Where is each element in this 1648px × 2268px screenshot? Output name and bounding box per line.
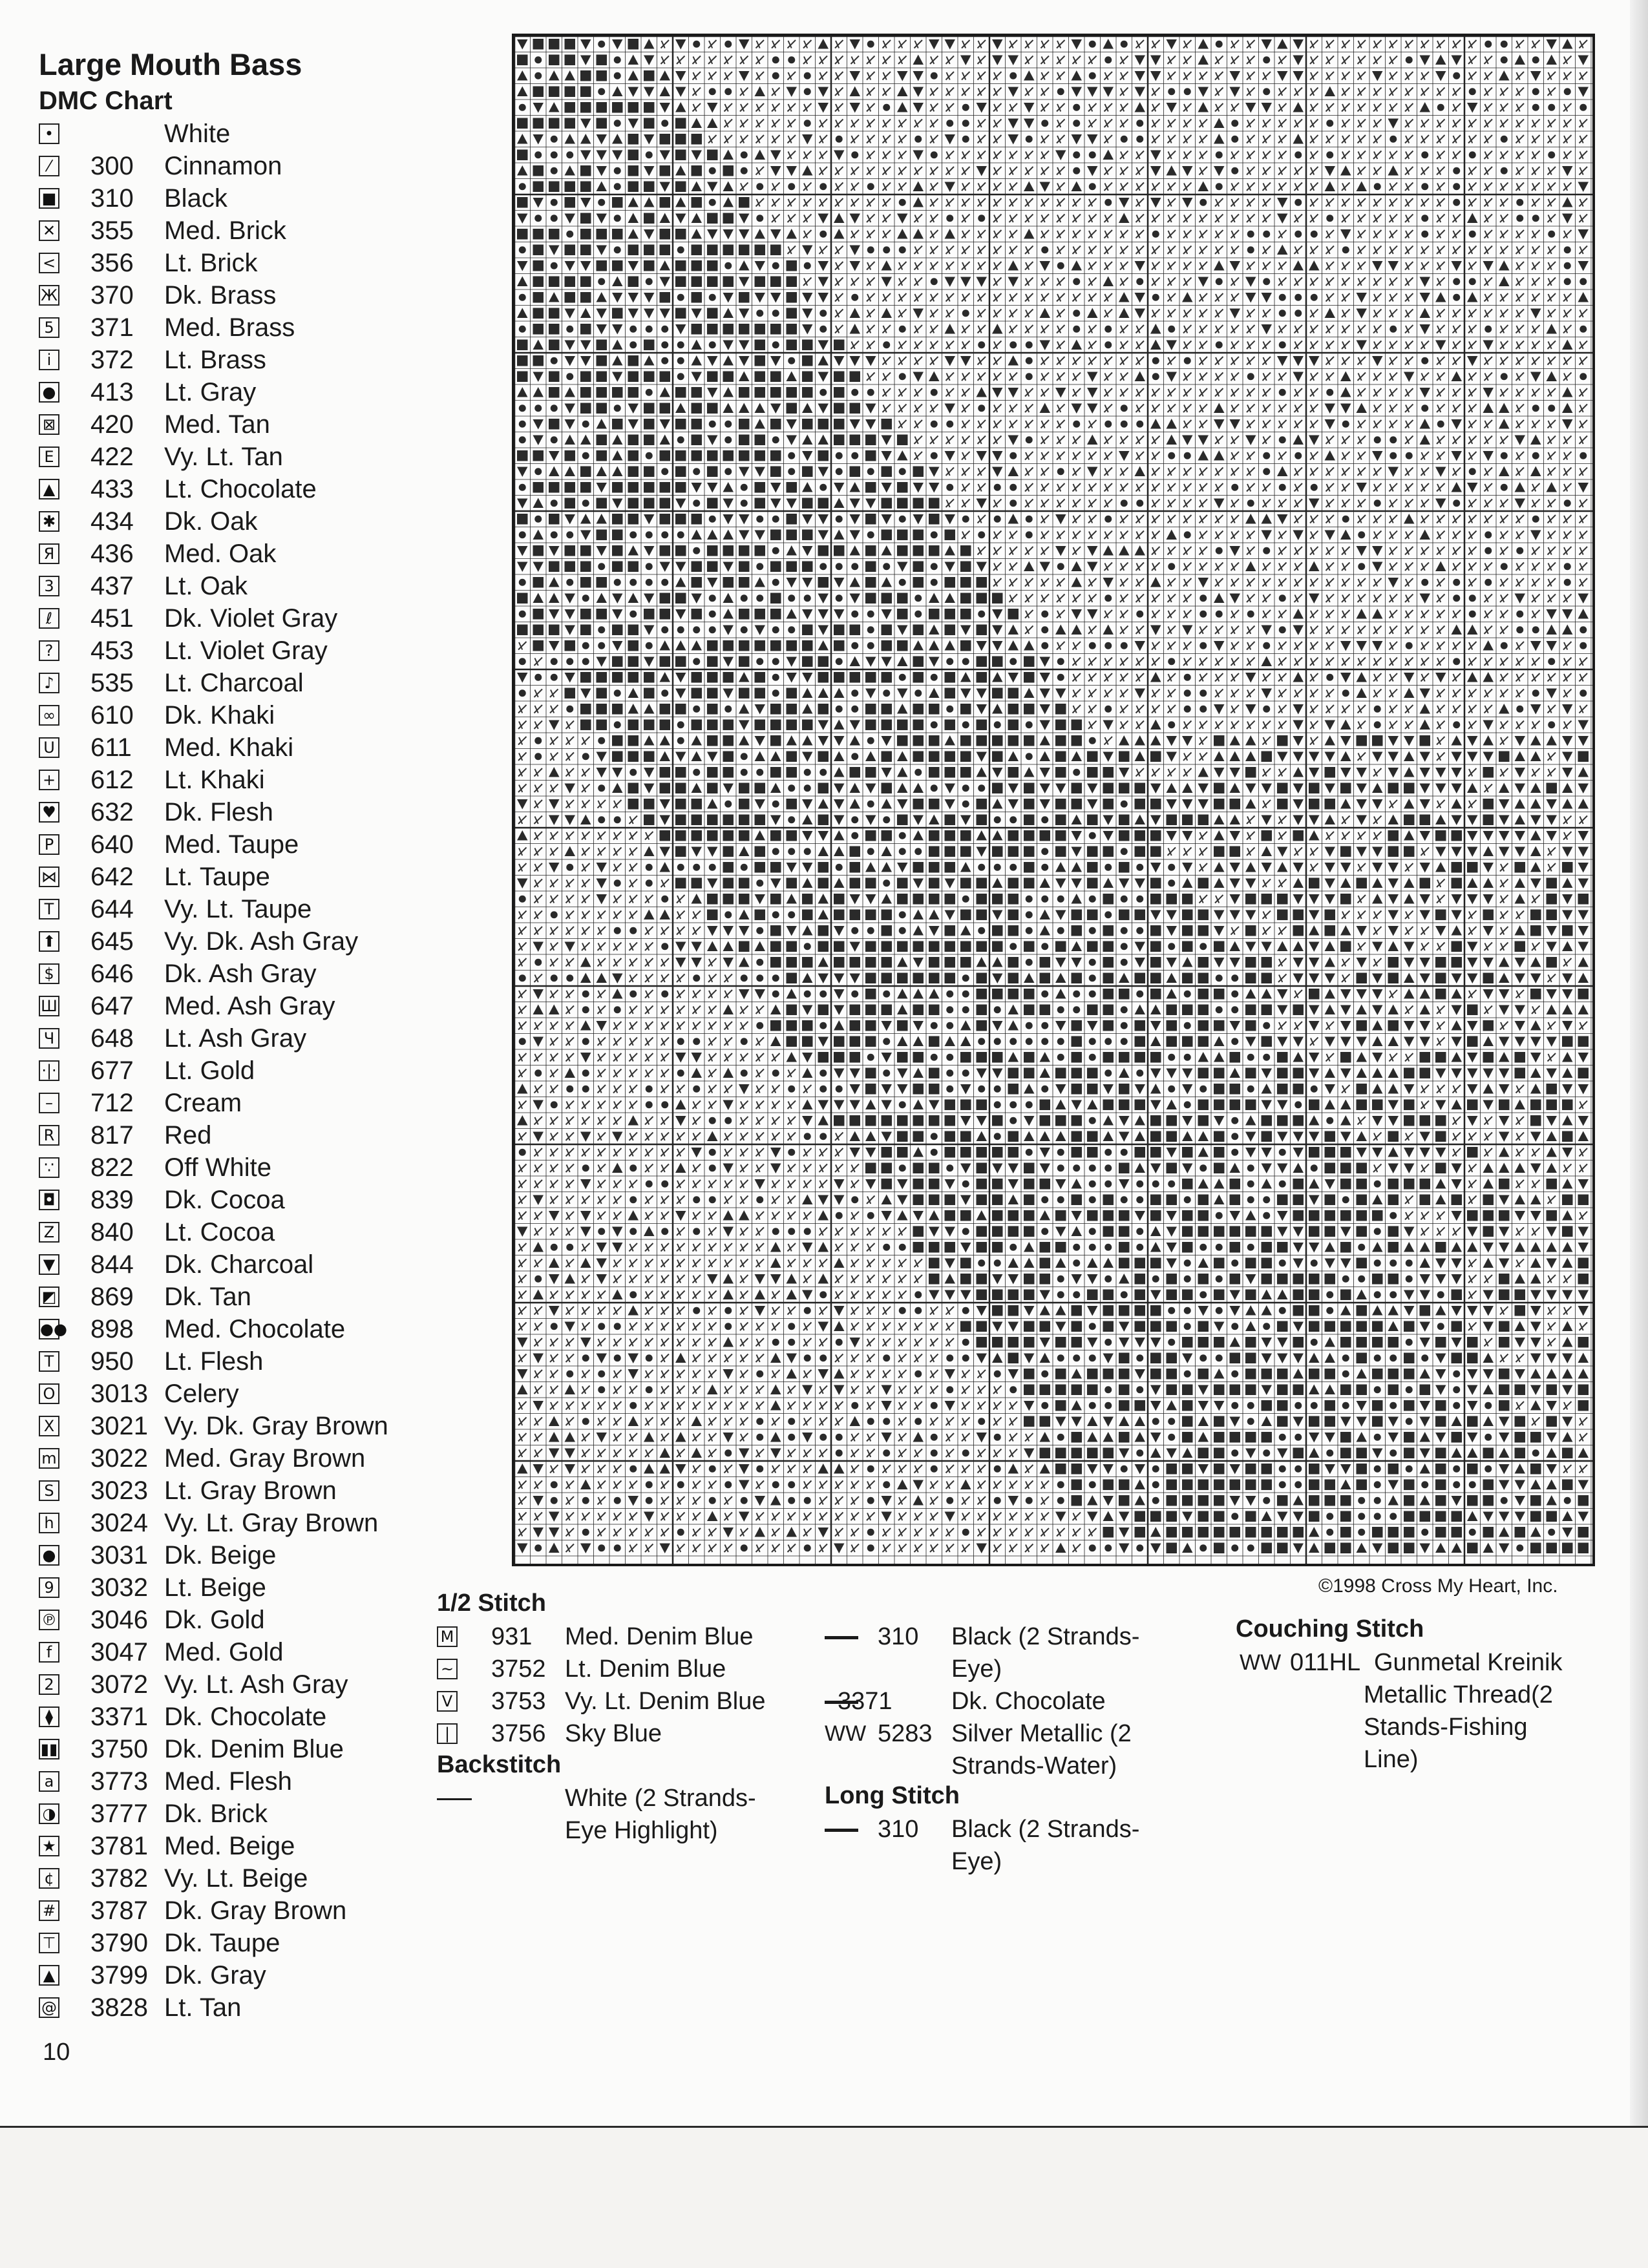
- floss-name-cont: Strands-Water): [951, 1752, 1117, 1780]
- legend-row: [39, 1475, 427, 1507]
- half-stitch-item: [437, 1621, 799, 1653]
- floss-name: Vy. Lt. Taupe: [164, 895, 312, 923]
- floss-name: Dk. Beige: [164, 1541, 277, 1570]
- legend-symbol: +: [39, 770, 59, 790]
- floss-number: 3371: [838, 1688, 893, 1715]
- legend-row: [39, 828, 427, 861]
- floss-number: 950: [90, 1347, 134, 1376]
- floss-number: 644: [90, 895, 134, 923]
- floss-name: Silver Metallic (2: [951, 1720, 1132, 1747]
- floss-number: 3013: [90, 1380, 148, 1408]
- backstitch-item: [825, 1717, 1187, 1782]
- legend-row: [39, 279, 427, 311]
- floss-number: 3047: [90, 1638, 148, 1666]
- couching-stitch-item: [1236, 1646, 1598, 1776]
- floss-number: 451: [90, 604, 134, 633]
- legend-row: [39, 1701, 427, 1733]
- floss-number: 3777: [90, 1800, 148, 1828]
- floss-number: 535: [90, 669, 134, 697]
- legend-symbol: ⬆: [39, 931, 59, 952]
- legend-row: [39, 699, 427, 731]
- floss-name: Med. Brass: [164, 313, 295, 342]
- legend-row: [39, 1087, 427, 1119]
- floss-number: 420: [90, 410, 134, 439]
- legend-symbol: S: [39, 1480, 59, 1501]
- floss-name: Lt. Flesh: [164, 1347, 264, 1376]
- legend-row: [39, 1765, 427, 1798]
- floss-number: 3753: [491, 1688, 546, 1715]
- legend-symbol: ✱: [39, 511, 59, 532]
- long-stitch-heading: Long Stitch: [825, 1782, 960, 1809]
- floss-number: 931: [491, 1623, 533, 1650]
- floss-name: Lt. Beige: [164, 1573, 266, 1602]
- legend-row: [39, 1991, 427, 2024]
- floss-name: Vy. Dk. Gray Brown: [164, 1412, 388, 1440]
- legend-symbol: •: [39, 123, 59, 144]
- floss-name-cont: Line): [1364, 1746, 1419, 1773]
- legend-symbol: ∞: [39, 705, 59, 726]
- legend-symbol: P: [39, 834, 59, 855]
- legend-symbol: ℗: [39, 1610, 59, 1630]
- floss-number: 3828: [90, 1993, 148, 2022]
- floss-name: Med. Flesh: [164, 1767, 292, 1796]
- floss-number: 355: [90, 216, 134, 245]
- floss-name: Lt. Charcoal: [164, 669, 304, 697]
- floss-name-cont: Eye): [951, 1655, 1002, 1683]
- floss-number: 610: [90, 701, 134, 730]
- floss-name: Vy. Lt. Beige: [164, 1864, 308, 1893]
- legend-row: [39, 1378, 427, 1410]
- legend-symbol: ●●: [40, 1320, 67, 1338]
- legend-symbol: ♥: [39, 802, 59, 823]
- legend-row: [39, 925, 427, 958]
- legend-row: [39, 1539, 427, 1571]
- backstitch-item: [437, 1782, 799, 1847]
- legend-row: [39, 667, 427, 699]
- floss-number: 844: [90, 1250, 134, 1279]
- floss-number: 822: [90, 1153, 134, 1182]
- floss-number: 371: [90, 313, 134, 342]
- floss-number: 3781: [90, 1832, 148, 1860]
- floss-name: Med. Chocolate: [164, 1315, 346, 1343]
- floss-name: Dk. Denim Blue: [164, 1735, 344, 1763]
- floss-name: Dk. Chocolate: [951, 1688, 1106, 1715]
- legend-symbol: ⊤: [39, 1933, 59, 1953]
- floss-name: Dk. Brick: [164, 1800, 268, 1828]
- legend-symbol: $: [39, 963, 59, 984]
- legend-symbol: ⊠: [39, 414, 59, 435]
- floss-name: Med. Gray Brown: [164, 1444, 366, 1473]
- backstitch-item: [825, 1621, 1187, 1685]
- floss-name: Cinnamon: [164, 152, 282, 180]
- floss-number: 3752: [491, 1655, 546, 1683]
- legend-symbol: ?: [39, 640, 59, 661]
- legend-row: [39, 1184, 427, 1216]
- legend-symbol: |: [437, 1723, 458, 1744]
- floss-name: Dk. Tan: [164, 1283, 251, 1311]
- legend-row: [39, 1022, 427, 1055]
- legend-symbol: Ш: [39, 996, 59, 1016]
- half-stitch-item: [437, 1685, 799, 1717]
- floss-name: Dk. Gray Brown: [164, 1896, 347, 1925]
- floss-name: Dk. Gray: [164, 1961, 266, 1990]
- legend-symbol: ¢: [39, 1868, 59, 1889]
- floss-name: Lt. Taupe: [164, 863, 270, 891]
- floss-name: Dk. Gold: [164, 1606, 265, 1634]
- floss-name: Lt. Ash Gray: [164, 1024, 307, 1053]
- backstitch-line-sample: [437, 1798, 472, 1800]
- legend-symbol: Ж: [39, 285, 59, 306]
- floss-number: 3790: [90, 1929, 148, 1957]
- long-stitch-line-sample: [825, 1829, 858, 1832]
- legend-symbol: –: [39, 1093, 59, 1113]
- legend-row: [39, 764, 427, 796]
- legend-symbol: ▲: [39, 479, 59, 499]
- floss-number: 632: [90, 798, 134, 826]
- legend-symbol: h: [39, 1513, 59, 1533]
- floss-name: Med. Denim Blue: [565, 1623, 754, 1650]
- floss-name: Gunmetal Kreinik: [1374, 1649, 1563, 1676]
- legend-symbol: m: [39, 1448, 59, 1469]
- legend-row: [39, 602, 427, 635]
- legend-row: [39, 1151, 427, 1184]
- floss-number: 437: [90, 572, 134, 600]
- floss-name: Lt. Gray: [164, 378, 257, 406]
- floss-number: 3072: [90, 1670, 148, 1699]
- floss-name: Dk. Brass: [164, 281, 277, 310]
- legend-row: [39, 215, 427, 247]
- half-stitch-heading: 1/2 Stitch: [437, 1590, 546, 1617]
- stitch-prefix: WW: [1240, 1650, 1282, 1675]
- legend-symbol: Z: [39, 1222, 59, 1243]
- legend-symbol: ●: [39, 382, 59, 403]
- legend-row: [39, 473, 427, 505]
- floss-number: 611: [90, 733, 132, 762]
- legend-symbol: 3: [39, 576, 59, 596]
- floss-number: 3046: [90, 1606, 148, 1634]
- backstitch-line-sample: [825, 1636, 858, 1639]
- floss-name: Med. Oak: [164, 540, 277, 568]
- legend-row: [39, 1313, 427, 1345]
- legend-row: [39, 1798, 427, 1830]
- floss-name: Lt. Gray Brown: [164, 1476, 337, 1505]
- floss-name-cont: Stands-Fishing: [1364, 1714, 1528, 1741]
- floss-number: 434: [90, 507, 134, 536]
- legend-symbol: M: [437, 1626, 458, 1647]
- floss-name: Black: [164, 184, 227, 213]
- legend-row: [39, 376, 427, 408]
- legend-symbol: f: [39, 1642, 59, 1663]
- legend-row: [39, 861, 427, 893]
- legend-symbol: 9: [39, 1577, 59, 1598]
- floss-number: 3756: [491, 1720, 546, 1747]
- floss-number: 640: [90, 830, 134, 859]
- legend-symbol: ⁄: [39, 156, 59, 176]
- legend-symbol: U: [39, 737, 59, 758]
- legend-symbol: ·|·: [39, 1060, 59, 1081]
- page-number: 10: [43, 2039, 70, 2066]
- legend-row: [39, 408, 427, 441]
- page-subtitle: DMC Chart: [39, 87, 173, 115]
- floss-name: Lt. Oak: [164, 572, 248, 600]
- floss-number: 647: [90, 992, 134, 1020]
- legend-row: [39, 1345, 427, 1378]
- legend-row: [39, 1248, 427, 1281]
- legend-symbol: X: [39, 1416, 59, 1436]
- legend-row: [39, 1281, 427, 1313]
- floss-name: Vy. Lt. Gray Brown: [164, 1509, 379, 1537]
- copyright-notice: ©1998 Cross My Heart, Inc.: [1318, 1575, 1558, 1597]
- floss-number: 433: [90, 475, 134, 503]
- legend-row: [39, 311, 427, 344]
- floss-number: 370: [90, 281, 134, 310]
- floss-name: Med. Taupe: [164, 830, 299, 859]
- legend-row: [39, 731, 427, 764]
- floss-name: Dk. Flesh: [164, 798, 273, 826]
- legend-row: [39, 1733, 427, 1765]
- half-stitch-item: [437, 1653, 799, 1685]
- stitch-prefix: WW: [825, 1721, 867, 1746]
- legend-row: [39, 1636, 427, 1668]
- legend-row: [39, 441, 427, 473]
- half-stitch-item: [437, 1717, 799, 1750]
- floss-number: 612: [90, 766, 134, 794]
- dmc-legend-list: [39, 118, 427, 2024]
- floss-number: 310: [90, 184, 134, 213]
- floss-name: Dk. Khaki: [164, 701, 275, 730]
- page-title: Large Mouth Bass: [39, 47, 302, 81]
- legend-row: [39, 182, 427, 215]
- legend-row: [39, 118, 427, 150]
- legend-row: [39, 344, 427, 376]
- legend-row: [39, 570, 427, 602]
- floss-number: 3031: [90, 1541, 148, 1570]
- legend-row: [39, 1055, 427, 1087]
- legend-symbol: ●: [39, 1545, 59, 1566]
- floss-name: Black (2 Strands-: [951, 1816, 1140, 1843]
- floss-number: 817: [90, 1121, 134, 1150]
- floss-name: Vy. Lt. Tan: [164, 443, 283, 471]
- chart-grid: [514, 36, 1592, 1564]
- legend-row: [39, 247, 427, 279]
- legend-row: [39, 1507, 427, 1539]
- floss-number: 310: [878, 1623, 919, 1650]
- floss-name: Lt. Khaki: [164, 766, 265, 794]
- legend-row: [39, 990, 427, 1022]
- lower-strip: [0, 2128, 1648, 2268]
- legend-row: [39, 1959, 427, 1991]
- floss-name: Dk. Charcoal: [164, 1250, 314, 1279]
- floss-number: 3024: [90, 1509, 148, 1537]
- legend-symbol: ⧫: [39, 1706, 59, 1727]
- legend-symbol: ~: [437, 1659, 458, 1679]
- legend-symbol: ♪: [39, 673, 59, 693]
- floss-number: 677: [90, 1056, 134, 1085]
- floss-name: Vy. Dk. Ash Gray: [164, 927, 359, 956]
- legend-symbol: i: [39, 350, 59, 370]
- floss-name: Lt. Denim Blue: [565, 1655, 726, 1683]
- floss-number: 310: [878, 1816, 919, 1843]
- legend-row: [39, 958, 427, 990]
- legend-symbol: ◩: [39, 1286, 59, 1307]
- legend-row: [39, 1410, 427, 1442]
- floss-name: Dk. Oak: [164, 507, 258, 536]
- legend-row: [39, 150, 427, 182]
- floss-number: 3371: [90, 1703, 148, 1731]
- legend-symbol: O: [39, 1383, 59, 1404]
- legend-row: [39, 635, 427, 667]
- floss-number: 453: [90, 636, 134, 665]
- floss-name: Dk. Taupe: [164, 1929, 280, 1957]
- legend-row: [39, 1119, 427, 1151]
- floss-number: 356: [90, 249, 134, 277]
- backstitch-heading: Backstitch: [437, 1751, 562, 1778]
- legend-symbol: #: [39, 1900, 59, 1921]
- legend-row: [39, 1895, 427, 1927]
- legend-row: [39, 505, 427, 538]
- floss-name-cont: Metallic Thread(2: [1364, 1681, 1553, 1708]
- legend-symbol: T: [39, 899, 59, 919]
- legend-row: [39, 796, 427, 828]
- floss-number: 3773: [90, 1767, 148, 1796]
- legend-row: [39, 1668, 427, 1701]
- floss-name: Med. Tan: [164, 410, 270, 439]
- floss-number: 5283: [878, 1720, 933, 1747]
- legend-symbol: ▮▮: [39, 1739, 59, 1759]
- legend-symbol: E: [39, 446, 59, 467]
- floss-name: Lt. Chocolate: [164, 475, 317, 503]
- cross-stitch-chart: [512, 34, 1595, 1566]
- legend-symbol: ★: [39, 1836, 59, 1856]
- floss-name: Lt. Gold: [164, 1056, 255, 1085]
- floss-number: 3787: [90, 1896, 148, 1925]
- legend-symbol: ▲: [39, 1965, 59, 1986]
- page-edge: [1630, 0, 1648, 2126]
- floss-number: 840: [90, 1218, 134, 1246]
- legend-symbol: ⋈: [39, 866, 59, 887]
- floss-name: Vy. Lt. Ash Gray: [164, 1670, 348, 1699]
- floss-number: 436: [90, 540, 134, 568]
- floss-name: Lt. Violet Gray: [164, 636, 328, 665]
- floss-number: 869: [90, 1283, 134, 1311]
- floss-number: 3022: [90, 1444, 148, 1473]
- long-stitch-item: [825, 1813, 1187, 1878]
- floss-number: 642: [90, 863, 134, 891]
- floss-number: 413: [90, 378, 134, 406]
- legend-symbol: R: [39, 1125, 59, 1146]
- floss-number: 3750: [90, 1735, 148, 1763]
- floss-number: 646: [90, 960, 134, 988]
- floss-name: Off White: [164, 1153, 271, 1182]
- floss-name: Med. Gold: [164, 1638, 284, 1666]
- legend-row: [39, 1216, 427, 1248]
- legend-symbol: ■: [39, 188, 59, 209]
- floss-number: 648: [90, 1024, 134, 1053]
- legend-symbol: ◘: [39, 1190, 59, 1210]
- floss-name: White (2 Strands-: [565, 1785, 756, 1812]
- legend-symbol: 5: [39, 317, 59, 338]
- legend-symbol: Я: [39, 543, 59, 564]
- legend-symbol: T: [39, 1351, 59, 1372]
- floss-name: Dk. Ash Gray: [164, 960, 317, 988]
- legend-symbol: a: [39, 1771, 59, 1792]
- legend-row: [39, 1442, 427, 1475]
- floss-name: Med. Khaki: [164, 733, 294, 762]
- floss-name: White: [164, 120, 231, 148]
- legend-symbol: @: [39, 1997, 59, 2018]
- floss-name-cont: Eye): [951, 1848, 1002, 1875]
- floss-number: 3799: [90, 1961, 148, 1990]
- floss-name: Celery: [164, 1380, 239, 1408]
- floss-number: 300: [90, 152, 134, 180]
- floss-number: 011HL: [1290, 1649, 1361, 1676]
- floss-number: 3782: [90, 1864, 148, 1893]
- legend-row: [39, 538, 427, 570]
- legend-row: [39, 1604, 427, 1636]
- floss-name: Cream: [164, 1089, 242, 1117]
- floss-number: 712: [90, 1089, 134, 1117]
- floss-name: Red: [164, 1121, 212, 1150]
- legend-row: [39, 1862, 427, 1895]
- legend-row: [39, 1571, 427, 1604]
- legend-symbol: 2: [39, 1674, 59, 1695]
- floss-number: 3032: [90, 1573, 148, 1602]
- floss-name: Med. Ash Gray: [164, 992, 335, 1020]
- floss-name: Dk. Chocolate: [164, 1703, 327, 1731]
- legend-symbol: ✕: [39, 220, 59, 241]
- floss-name: Lt. Tan: [164, 1993, 242, 2022]
- legend-symbol: ◑: [39, 1803, 59, 1824]
- floss-name: Med. Brick: [164, 216, 286, 245]
- floss-number: 898: [90, 1315, 134, 1343]
- floss-name: Vy. Lt. Denim Blue: [565, 1688, 766, 1715]
- legend-symbol: Ч: [39, 1028, 59, 1049]
- couching-stitch-heading: Couching Stitch: [1236, 1615, 1424, 1643]
- legend-symbol: ∵: [39, 1157, 59, 1178]
- legend-symbol: V: [437, 1691, 458, 1712]
- floss-number: 839: [90, 1186, 134, 1214]
- legend-row: [39, 1830, 427, 1862]
- legend-symbol: ℓ: [39, 608, 59, 629]
- floss-name-cont: Eye Highlight): [565, 1817, 718, 1844]
- floss-name: Dk. Violet Gray: [164, 604, 338, 633]
- floss-name: Dk. Cocoa: [164, 1186, 285, 1214]
- legend-row: [39, 893, 427, 925]
- backstitch-item: [825, 1685, 1187, 1717]
- floss-number: 3021: [90, 1412, 148, 1440]
- floss-name: Lt. Brass: [164, 346, 266, 374]
- floss-name: Lt. Brick: [164, 249, 258, 277]
- legend-symbol: <: [39, 253, 59, 273]
- floss-number: 422: [90, 443, 134, 471]
- legend-symbol: ▼: [39, 1254, 59, 1275]
- floss-number: 645: [90, 927, 134, 956]
- floss-number: 372: [90, 346, 134, 374]
- floss-name: Black (2 Strands-: [951, 1623, 1140, 1650]
- legend-row: [39, 1927, 427, 1959]
- floss-name: Lt. Cocoa: [164, 1218, 275, 1246]
- floss-name: Med. Beige: [164, 1832, 295, 1860]
- floss-number: 3023: [90, 1476, 148, 1505]
- floss-name: Sky Blue: [565, 1720, 662, 1747]
